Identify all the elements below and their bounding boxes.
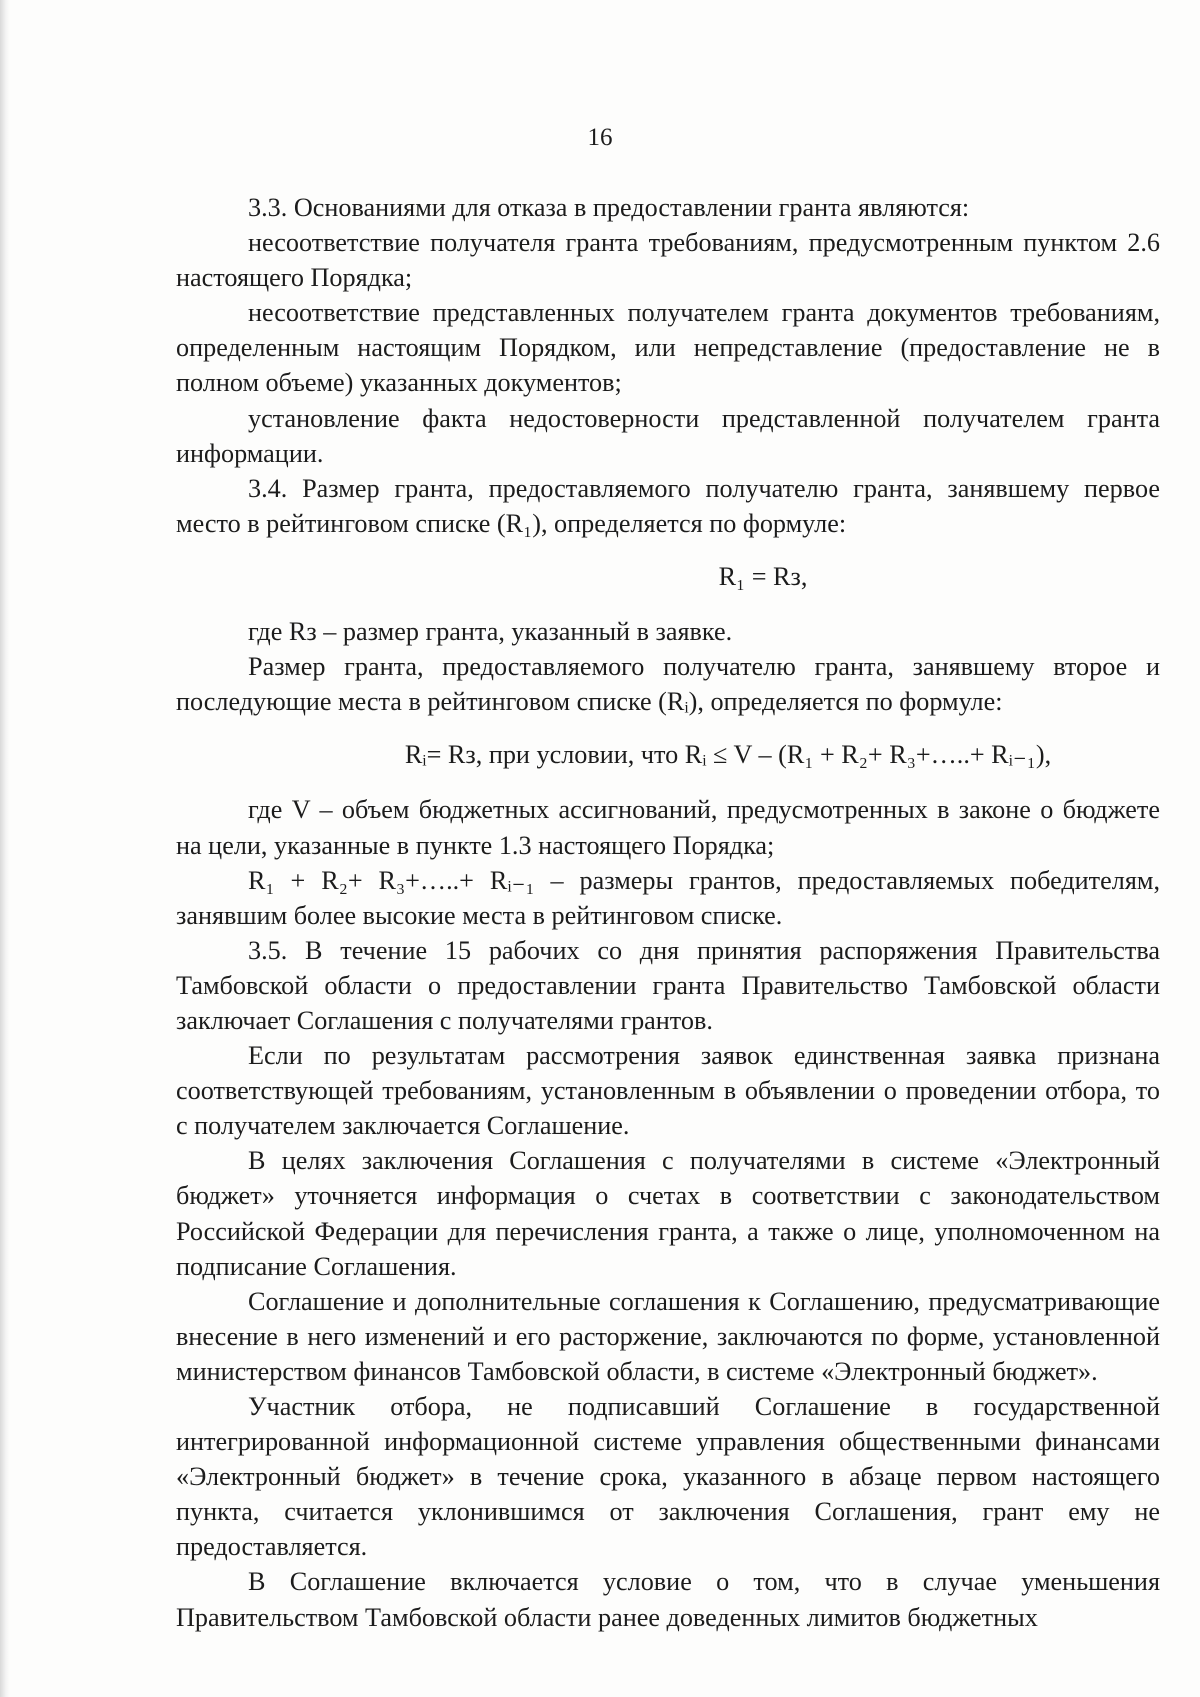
paragraph-3-3: 3.3. Основаниями для отказа в предоставлении гранта являются: — [248, 193, 970, 222]
paragraph-agreement-condition: В Соглашение включается условие о том, что в случае уменьшения Правительством Тамбовской области ранее доведенных лимитов бюджетных — [176, 1567, 1160, 1632]
document-body — [176, 190, 1160, 1635]
paragraph-sum-r: R₁ + R₂+ R₃+…..+ Rᵢ₋₁ – размеры грантов, предоставляемых победителям, занявшим более высокие места в рейтинговом списке. — [176, 865, 1160, 930]
paragraph-electronic-budget: В целях заключения Соглашения с получателями в системе «Электронный бюджет» уточняется информация о счетах в соответствии с законодательством Российской Федерации для перечисления гранта, а также о лице, уполномоченном на подписание Соглашения. — [176, 1146, 1160, 1281]
paragraph-grant-size-ri: Размер гранта, предоставляемого получателю гранта, занявшему второе и последующие места в рейтинговом списке (Rᵢ), определяется по формуле: — [176, 652, 1160, 717]
formula-r1: R₁ = Rз, — [718, 561, 808, 591]
paragraph-3-4: 3.4. Размер гранта, предоставляемого получателю гранта, занявшему первое место в рейтинговом списке (R₁), определяется по формуле: — [176, 473, 1160, 538]
scan-edge-shadow — [0, 0, 10, 1697]
formula-ri: Rᵢ= Rз, при условии, что Rᵢ ≤ V – (R₁ + R₂+ R₃+…..+ Rᵢ₋₁), — [404, 740, 1052, 770]
paragraph-participant-not-signed: Участник отбора, не подписавший Соглашение в государственной интегрированной информационной системе управления общественными финансами «Электронный бюджет» в течение срока, указанного в абзаце первом настоящего пункта, считается уклонившимся от заключения Соглашения, грант ему не предоставляется. — [176, 1392, 1160, 1562]
paragraph-agreement-form: Соглашение и дополнительные соглашения к Соглашению, предусматривающие внесение в него изменений и его расторжение, заключаются по форме, установленной министерством финансов Тамбовской области, в системе «Электронный бюджет». — [176, 1286, 1160, 1386]
paragraph-where-rz: где Rз – размер гранта, указанный в заявке. — [248, 617, 733, 647]
paragraph-3-5: 3.5. В течение 15 рабочих со дня принятия распоряжения Правительства Тамбовской области о предоставлении гранта Правительство Тамбовской области заключает Соглашения с получателями грантов. — [176, 935, 1160, 1035]
paragraph-single-application: Если по результатам рассмотрения заявок единственная заявка признана соответствующей требованиям, установленным в объявлении о проведении отбора, то с получателем заключается Соглашение. — [176, 1041, 1160, 1141]
paragraph-ground-3: установление факта недостоверности представленной получателем гранта информации. — [176, 403, 1160, 468]
paragraph-ground-2: несоответствие представленных получателем гранта документов требованиям, определенным настоящим Порядком, или непредставление (предоставление не в полном объеме) указанных документов; — [176, 298, 1160, 398]
page-number: 16 — [587, 124, 613, 151]
paragraph-where-v: где V – объем бюджетных ассигнований, предусмотренных в законе о бюджете на цели, указанные в пункте 1.3 настоящего Порядка; — [176, 795, 1160, 860]
paragraph-ground-1: несоответствие получателя гранта требованиям, предусмотренным пунктом 2.6 настоящего Порядка; — [176, 228, 1160, 293]
